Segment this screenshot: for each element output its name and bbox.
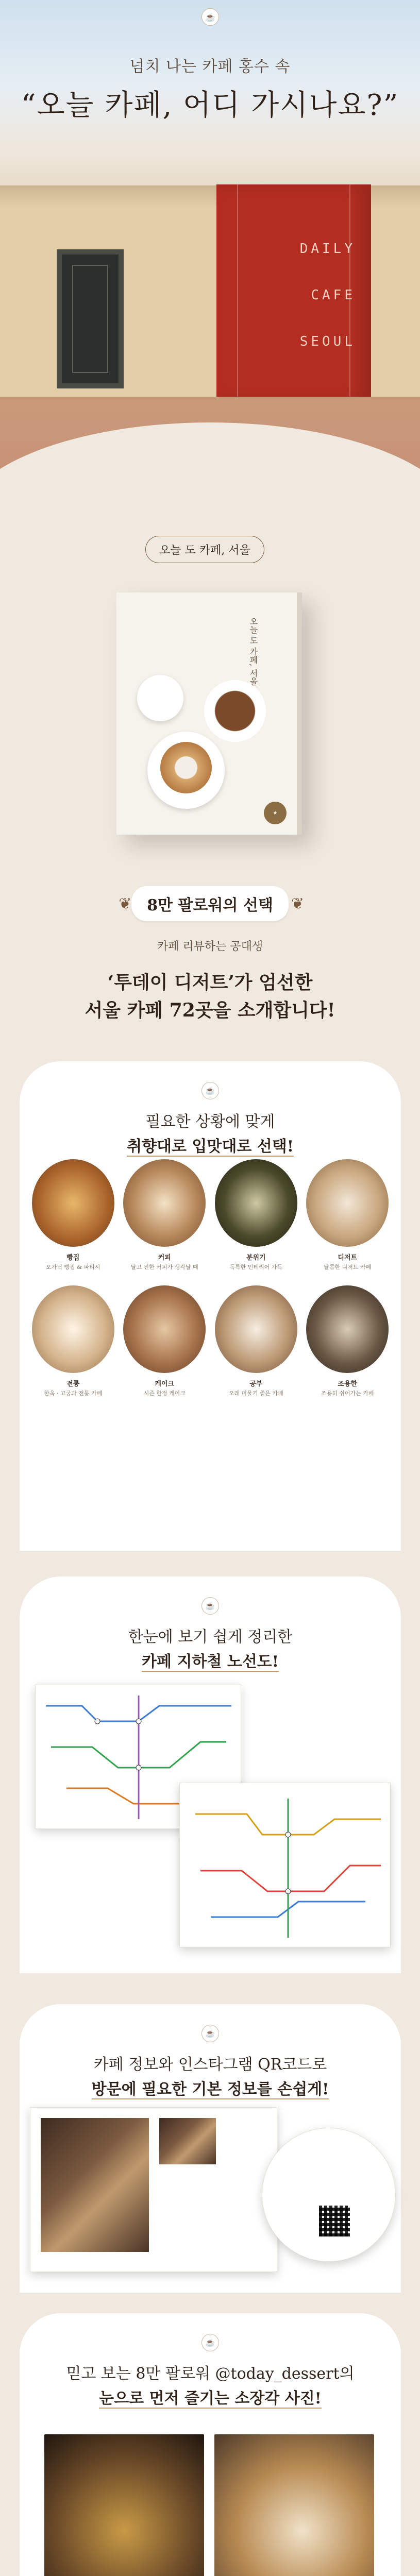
cafe-icon: ☕ [201,8,219,26]
situation-title: 디저트 [338,1254,358,1262]
cafe-icon: ☕ [201,2025,219,2042]
subway-map-graphic [180,1783,391,1948]
sign-text: CAFE [311,287,356,303]
card-subheading-text: 눈으로 먼저 즐기는 소장각 사진! [99,2389,322,2408]
sign-text: DAILY [299,241,356,257]
book-cover-title: 오늘 도 카페, 서울 [248,617,258,686]
card-subheading [20,1649,401,1671]
book-title-pill: 오늘 도 카페, 서울 [145,536,264,563]
situation-item [122,1159,208,1271]
hero-section [0,0,420,505]
photo-card [20,2313,401,2576]
subway-map-page [179,1783,391,1947]
intro-headline-line: 서울 카페 72곳을 소개합니다! [85,999,335,1021]
laurel-icon: ❦ [119,894,132,913]
situation-title: 분위기 [246,1254,266,1262]
situation-desc: 달고 진한 커피가 생각날 때 [130,1264,198,1270]
situation-item [305,1285,391,1397]
situation-title: 빵집 [66,1254,80,1262]
situation-item [122,1285,208,1397]
situation-item [305,1159,391,1271]
card-heading: 필요한 상황에 맞게 [145,1113,275,1131]
cafe-icon: ☕ [201,1082,219,1099]
situation-item [213,1285,299,1397]
hero-kicker: 넘치 나는 카페 홍수 속 [129,58,291,76]
card-subheading-text: 취향대로 입맛대로 선택! [127,1138,294,1156]
situation-desc: 독특한 인테리어 가득 [229,1264,283,1270]
book-sticker: ★ [264,802,287,824]
dessert-photo [44,2434,204,2576]
qr-magnifier [262,2128,396,2262]
hero-title: “오늘 카페, 어디 가시나요?” [21,89,399,122]
red-sign-box [216,184,371,401]
card-subheading-text: 카페 지하철 노선도! [142,1653,279,1671]
follower-badge: 8만 팔로워의 선택 [131,886,289,921]
situation-desc: 달콤한 디저트 카페 [324,1264,372,1270]
cafe-photo [159,2118,216,2164]
situation-grid [30,1159,391,1397]
photo-grid [44,2434,374,2576]
situation-title: 전통 [66,1380,80,1388]
situation-title: 조용한 [338,1380,358,1388]
sign-text: SEOUL [299,334,356,349]
laurel-icon: ❦ [291,894,305,913]
situation-title: 커피 [158,1254,171,1262]
author-line: 카페 리뷰하는 공대생 [157,940,263,953]
card-subheading-text: 방문에 필요한 기본 정보를 손쉽게! [91,2080,329,2098]
cafe-icon: ☕ [201,2334,219,2351]
situation-desc: 오래 머물기 좋은 카페 [228,1390,283,1397]
situation-title: 공부 [249,1380,263,1388]
intro-headline-line: ‘투데이 디저트’가 엄선한 [107,972,313,993]
door-image [57,249,124,388]
situation-desc: 오가닉 빵집 & 파티시 [46,1264,100,1270]
situation-item [213,1159,299,1271]
qr-code-icon [319,2206,350,2236]
card-subheading [20,1133,401,1156]
situation-desc: 조용히 쉬어가는 카페 [321,1390,374,1397]
cafe-icon: ☕ [201,1597,219,1615]
map-card [20,1577,401,1973]
situation-item [30,1159,116,1271]
situation-item [30,1285,116,1397]
situation-title: 케이크 [155,1380,175,1388]
situation-desc: 한옥 · 고궁과 전통 카페 [44,1390,103,1397]
card-heading: 믿고 보는 8만 팔로워 @today_dessert의 [66,2365,355,2383]
card-subheading [20,2385,401,2408]
book-cover [116,592,302,835]
situation-desc: 시즌 한정 케이크 [143,1390,186,1397]
card-heading: 카페 정보와 인스타그램 QR코드로 [93,2056,327,2074]
badge-row [0,886,420,921]
info-spread [30,2107,277,2272]
card-heading: 한눈에 보기 쉽게 정리한 [128,1628,293,1646]
situation-card [20,1061,401,1551]
cafe-interior-photo [41,2118,149,2252]
intro-headline [0,969,420,1024]
cafe-building-photo [0,185,420,402]
card-subheading [20,2076,401,2099]
info-card [20,2004,401,2293]
book-intro-section [0,505,420,1108]
dessert-photo [214,2434,374,2576]
